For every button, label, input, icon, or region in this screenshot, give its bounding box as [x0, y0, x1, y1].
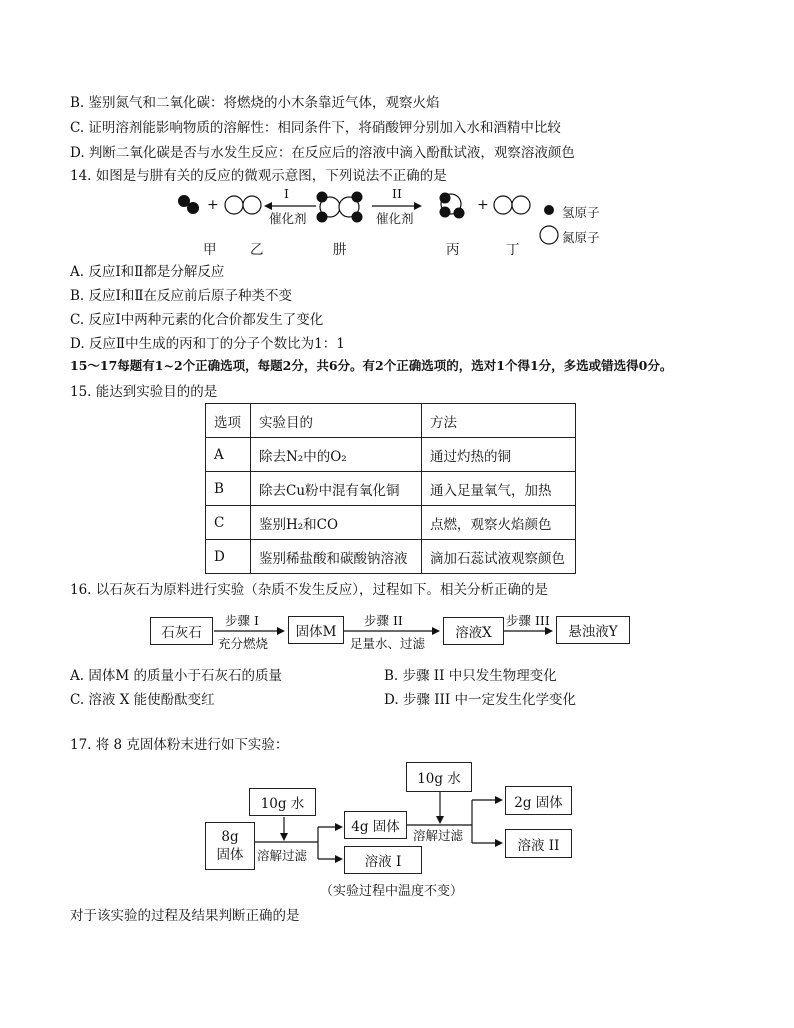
q17-tail: 对于该实验的过程及结果判断正确的是 [70, 908, 300, 924]
row-method: 通过灼热的铜 [422, 438, 576, 472]
label-hydrazine: 肼 [333, 242, 347, 258]
dissolve-filter-label-2: 溶解过滤 [413, 828, 464, 843]
row-option: A [206, 438, 251, 472]
header-purpose: 实验目的 [251, 404, 422, 438]
label-bing: 丙 [446, 242, 460, 258]
q14-stem: 14. 如图是与肼有关的反应的微观示意图，下列说法不正确的是 [70, 168, 447, 184]
row-option: B [206, 472, 251, 506]
label-jia: 甲 [203, 242, 217, 258]
q13-option-c: C. 证明溶剂能影响物质的溶解性：相同条件下，将硝酸钾分别加入水和酒精中比较 [70, 120, 561, 136]
start-solid-label: 固体 [216, 847, 244, 863]
flow-box-4g-solid: 4g 固体 [344, 811, 407, 839]
flow-box-2g-solid: 2g 固体 [505, 786, 572, 815]
label-ding: 丁 [506, 242, 520, 258]
q16-option-b: B. 步骤 II 中只发生物理变化 [384, 668, 557, 684]
label-yi: 乙 [250, 242, 264, 258]
flow-box-8g-solid [205, 822, 255, 870]
row-option: C [206, 506, 251, 540]
row-purpose: 除去N₂中的O₂ [251, 438, 422, 472]
temperature-note: （实验过程中温度不变） [320, 884, 464, 899]
reaction-i-label: I [284, 186, 289, 201]
q16-option-c: C. 溶液 X 能使酚酞变红 [70, 692, 215, 708]
section-instructions: 15～17每题有1~2个正确选项，每题2分，共6分。有2个正确选项的，选对1个得1分，多选或错选得0分。 [70, 358, 673, 373]
flow-box-water-10g: 10g 水 [249, 788, 316, 816]
reaction-i-catalyst: 催化剂 [269, 211, 307, 226]
flow-box-solution-x: 溶液X [443, 617, 504, 645]
step1-label: 步骤 I [225, 613, 259, 628]
legend-n-label: 氮原子 [562, 230, 600, 245]
flow-box-solution-ii: 溶液 II [505, 829, 572, 858]
row-method: 滴加石蕊试液观察颜色 [422, 540, 576, 574]
row-purpose: 鉴别H₂和CO [251, 506, 422, 540]
q13-option-b: B. 鉴别氮气和二氧化碳：将燃烧的小木条靠近气体，观察火焰 [70, 95, 440, 111]
row-method: 通入足量氧气，加热 [422, 472, 576, 506]
q14-option-b: B. 反应I和Ⅱ在反应前后原子种类不变 [70, 288, 293, 304]
plus-sign: + [207, 197, 219, 213]
header-method: 方法 [422, 404, 576, 438]
q17-stem: 17. 将 8 克固体粉末进行如下实验： [70, 737, 289, 753]
flow-box-solid-m: 固体M [288, 616, 344, 644]
row-purpose: 除去Cu粉中混有氧化铜 [251, 472, 422, 506]
reaction-ii-label: II [392, 186, 402, 201]
row-method: 点燃，观察火焰颜色 [422, 506, 576, 540]
flow-box-limestone: 石灰石 [150, 617, 213, 645]
legend-h-label: 氢原子 [562, 205, 600, 220]
plus-sign: + [477, 197, 489, 213]
reaction-ii-catalyst: 催化剂 [376, 211, 414, 226]
start-mass: 8g [221, 829, 239, 845]
step3-label: 步骤 III [506, 613, 550, 628]
step1-condition: 充分燃烧 [218, 636, 269, 651]
flow-box-solution-i: 溶液 I [344, 846, 422, 874]
row-purpose: 鉴别稀盐酸和碳酸钠溶液 [251, 540, 422, 574]
q15-stem: 15. 能达到实验目的的是 [70, 384, 218, 400]
dissolve-filter-label-1: 溶解过滤 [257, 848, 308, 863]
step2-label: 步骤 II [364, 613, 403, 628]
step2-condition: 足量水、过滤 [350, 636, 426, 651]
q13-option-d: D. 判断二氧化碳是否与水发生反应：在反应后的溶液中滴入酚酞试液，观察溶液颜色 [70, 145, 575, 161]
q16-option-d: D. 步骤 III 中一定发生化学变化 [384, 692, 577, 708]
q14-option-a: A. 反应I和Ⅱ都是分解反应 [70, 264, 225, 280]
row-option: D [206, 540, 251, 574]
q16-stem: 16. 以石灰石为原料进行实验（杂质不发生反应），过程如下。相关分析正确的是 [70, 582, 549, 598]
header-option: 选项 [206, 404, 251, 438]
q14-option-c: C. 反应I中两种元素的化合价都发生了变化 [70, 312, 324, 328]
q16-option-a: A. 固体M 的质量小于石灰石的质量 [70, 668, 282, 684]
flow-box-suspension-y: 悬浊液Y [556, 616, 630, 644]
q14-option-d: D. 反应Ⅱ中生成的丙和丁的分子个数比为1：1 [70, 336, 345, 352]
flow-box-water-10g-second: 10g 水 [406, 762, 472, 792]
